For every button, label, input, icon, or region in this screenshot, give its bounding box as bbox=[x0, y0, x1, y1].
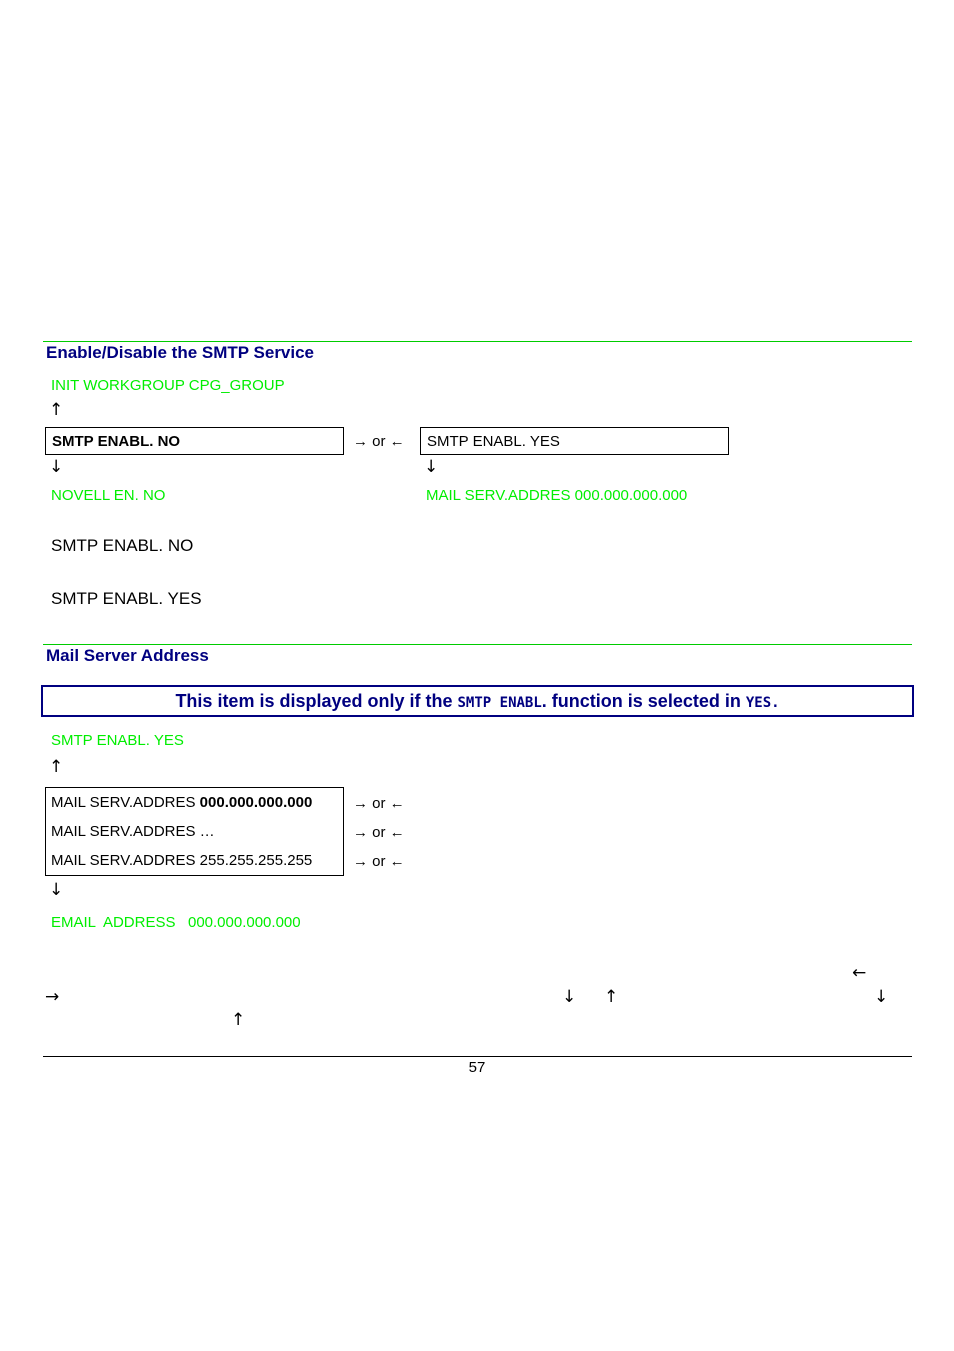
notice-code: SMTP ENABL bbox=[457, 695, 542, 711]
footer-divider bbox=[43, 1056, 912, 1057]
notice-code: YES. bbox=[745, 695, 780, 711]
option-no: SMTP ENABL. NO bbox=[51, 536, 194, 555]
down-arrow-icon: ↓ bbox=[424, 457, 439, 477]
navigation-hint: → or ← bbox=[353, 795, 405, 812]
navigation-hint: → or ← bbox=[353, 433, 405, 450]
option-yes: SMTP ENABL. YES bbox=[51, 589, 202, 608]
left-arrow-icon: ← bbox=[852, 963, 867, 983]
navigation-hint: → or ← bbox=[353, 824, 405, 841]
address-option: MAIL SERV.ADDRES 000.000.000.000 bbox=[51, 794, 313, 811]
current-menu-item-box bbox=[45, 427, 344, 455]
up-arrow-icon: ↑ bbox=[231, 1010, 246, 1030]
up-arrow-icon: ↑ bbox=[49, 400, 64, 420]
section-heading-smtp: Enable/Disable the SMTP Service bbox=[46, 343, 315, 362]
down-arrow-icon: ↓ bbox=[874, 987, 889, 1007]
notice-text: . function is selected in bbox=[541, 691, 746, 711]
address-option: MAIL SERV.ADDRES … bbox=[51, 823, 215, 840]
section-divider bbox=[43, 644, 912, 645]
down-arrow-icon: ↓ bbox=[49, 457, 64, 477]
up-arrow-icon: ↑ bbox=[49, 757, 64, 777]
next-menu-item-left: NOVELL EN. NO bbox=[51, 487, 166, 504]
right-arrow-icon: → bbox=[45, 987, 60, 1007]
address-option: MAIL SERV.ADDRES 255.255.255.255 bbox=[51, 852, 313, 869]
current-menu-item: SMTP ENABL. NO bbox=[52, 433, 181, 450]
navigation-hint: → or ← bbox=[353, 853, 405, 870]
down-arrow-icon: ↓ bbox=[562, 987, 577, 1007]
alt-menu-item-box bbox=[420, 427, 729, 455]
next-menu-item: EMAIL ADDRESS 000.000.000.000 bbox=[51, 914, 301, 931]
notice-text: This item is displayed only if the bbox=[175, 691, 458, 711]
prev-menu-item: INIT WORKGROUP CPG_GROUP bbox=[51, 377, 285, 394]
prev-menu-item: SMTP ENABL. YES bbox=[51, 732, 184, 749]
section-divider bbox=[43, 341, 912, 342]
down-arrow-icon: ↓ bbox=[49, 880, 64, 900]
page-number: 57 bbox=[468, 1059, 486, 1076]
alt-menu-item: SMTP ENABL. YES bbox=[427, 433, 560, 450]
up-arrow-icon: ↑ bbox=[604, 987, 619, 1007]
section-heading-mail-server: Mail Server Address bbox=[46, 646, 209, 665]
next-menu-item-right: MAIL SERV.ADDRES 000.000.000.000 bbox=[426, 487, 688, 504]
notice-box bbox=[41, 685, 914, 717]
